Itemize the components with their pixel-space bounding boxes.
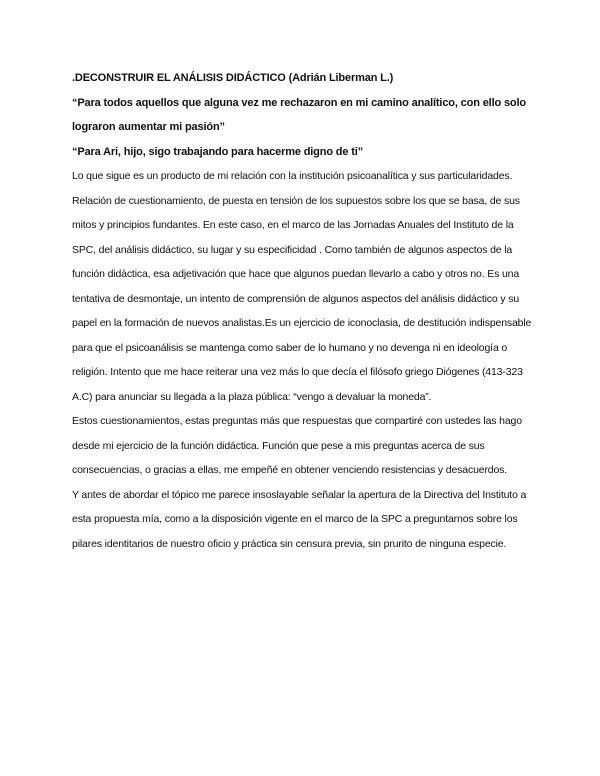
paragraph-3: Y antes de abordar el tópico me parece insoslayable señalar la apertura de la Directiva del Instituto a esta propuesta mía, como a la disposición vigente en el marco de la SPC a preguntarnos sobre los pilares identitarios de nuestro oficio y práctica sin censura previa, sin prurito de ninguna especie. <box>72 488 527 550</box>
paragraph-1: Lo que sigue es un producto de mi relación con la institución psicoanalítica y sus particularidades. Relación de cuestionamiento, de puesta en tensión de los supuestos sobre los que se basa, de sus mitos y principios fundantes. En este caso, en el marco de las Jornadas Anuales del Instituto de la SPC, del análisis didáctico, su lugar y su especificidad . Como también de algunos aspectos de la función didáctica, esa adjetivación que hace que algunos puedan llevarlo a cabo y otros no. Es una tentativa de desmontaje, un intento de comprensión de algunos aspectos del análisis didáctico y su papel en la formación de nuevos analistas.Es un ejercicio de iconoclasia, de destitución indispensable para que el psicoanálisis se mantenga como saber de lo humano y no devenga ni en ideología o religión. Intento que me hace reiterar una vez más lo que decía el filósofo griego Diógenes (413-323 A.C) para anunciar su llegada a la plaza pública: “vengo a devaluar la moneda”. <box>72 170 532 403</box>
dedication-2: “Para Ari, hijo, sigo trabajando para hacerme digno de ti” <box>72 145 364 158</box>
document-body <box>72 66 532 556</box>
paragraph-2: Estos cuestionamientos, estas preguntas más que respuestas que compartiré con ustedes las hago desde mi ejercicio de la función didáctica. Función que pese a mis preguntas acerca de sus consecuencias, o gracias a ellas, me empeñé en obtener venciendo resistencias y desacuerdos. <box>72 415 522 476</box>
dedication-1: “Para todos aquellos que alguna vez me rechazaron en mi camino analítico, con ello solo lograron aumentar mi pasión” <box>72 96 526 133</box>
document-title: .DECONSTRUIR EL ANÁLISIS DIDÁCTICO (Adrián Liberman L.) <box>72 72 394 84</box>
